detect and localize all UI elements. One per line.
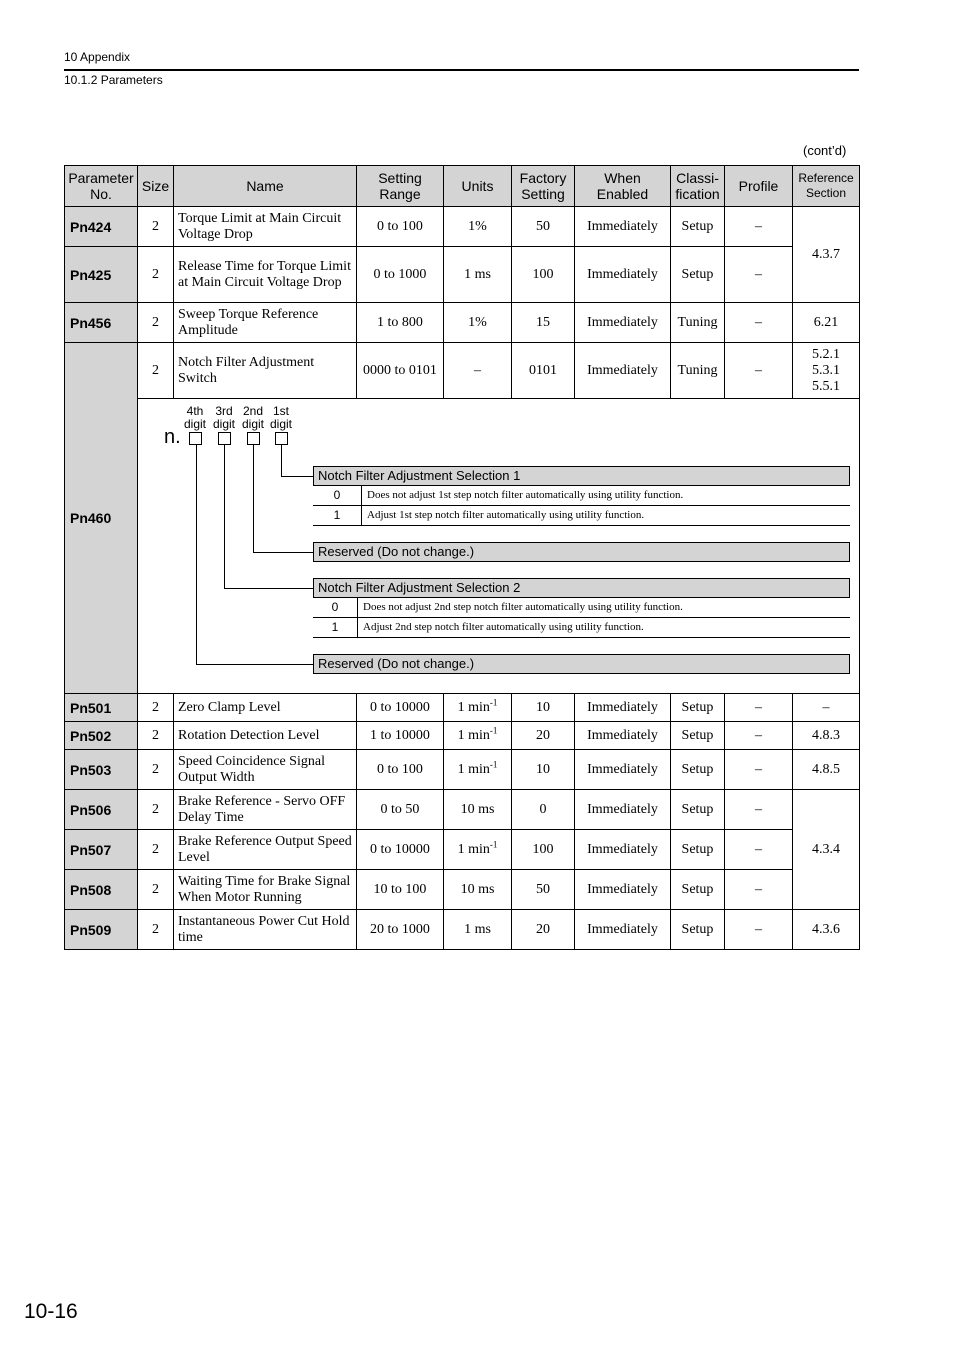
param-classification: Tuning	[671, 303, 725, 343]
connector-3rd	[224, 445, 225, 588]
param-size: 2	[138, 722, 174, 750]
header-rule	[64, 69, 859, 71]
param-profile: –	[725, 247, 793, 303]
param-profile: –	[725, 790, 793, 830]
param-number: Pn502	[65, 722, 138, 750]
digit-label-3rd: 3rd digit	[212, 404, 235, 431]
param-number: Pn456	[65, 303, 138, 343]
table-row	[65, 303, 860, 343]
param-number: Pn501	[65, 694, 138, 722]
table-row	[65, 694, 860, 722]
param-reference: –	[793, 694, 860, 722]
param-factory: 20	[512, 910, 575, 950]
param-factory: 10	[512, 694, 575, 722]
table-row	[65, 343, 860, 399]
param-name: Speed Coincidence Signal Output Width	[174, 750, 357, 790]
param-size: 2	[138, 207, 174, 247]
param-units: 1 $\min^{-1}$	[444, 750, 512, 790]
param-size: 2	[138, 247, 174, 303]
param-number: Pn425	[65, 247, 138, 303]
param-factory: 20	[512, 722, 575, 750]
param-name: Instantaneous Power Cut Hold time	[174, 910, 357, 950]
connector-1st	[281, 445, 282, 476]
param-range: 1 to 10000	[357, 722, 444, 750]
param-size: 2	[138, 790, 174, 830]
param-name: Brake Reference Output Speed Level	[174, 830, 357, 870]
param-range: 10 to 100	[357, 870, 444, 910]
param-profile: –	[725, 750, 793, 790]
param-units: 1%	[444, 207, 512, 247]
param-range: 0 to 1000	[357, 247, 444, 303]
digit-label-2nd: 2nd digit	[241, 404, 264, 431]
parameters-table	[64, 165, 860, 950]
param-classification: Tuning	[671, 343, 725, 399]
param-profile: –	[725, 830, 793, 870]
param-units: 1 $\min^{-1}$	[444, 722, 512, 750]
param-name: Sweep Torque Reference Amplitude	[174, 303, 357, 343]
param-classification: Setup	[671, 790, 725, 830]
digit-label-4th: 4th digit	[183, 404, 206, 431]
param-factory: 15	[512, 303, 575, 343]
chapter-header: 10 Appendix	[64, 50, 131, 64]
param-classification: Setup	[671, 870, 725, 910]
param-profile: –	[725, 207, 793, 247]
param-units: –	[444, 343, 512, 399]
param-size: 2	[138, 910, 174, 950]
param-profile: –	[725, 303, 793, 343]
param-when: Immediately	[575, 722, 671, 750]
selection-1-option-1: 1 Adjust 1st step notch filter automatically using utility function.	[313, 506, 850, 526]
col-units: Units	[444, 166, 512, 207]
param-range: 1 to 800	[357, 303, 444, 343]
param-name: Waiting Time for Brake Signal When Motor Running	[174, 870, 357, 910]
param-reference: 4.8.3	[793, 722, 860, 750]
reserved-2: Reserved (Do not change.)	[313, 654, 850, 674]
param-classification: Setup	[671, 207, 725, 247]
param-when: Immediately	[575, 790, 671, 830]
param-profile: –	[725, 910, 793, 950]
col-reference-section: Reference Section	[793, 166, 860, 207]
section-header: 10.1.2 Parameters	[64, 73, 163, 87]
param-profile: –	[725, 343, 793, 399]
param-units: 1 $\min^{-1}$	[444, 694, 512, 722]
param-number: Pn509	[65, 910, 138, 950]
connector-4th	[196, 445, 197, 664]
param-range: 0 to 50	[357, 790, 444, 830]
param-units: 10 ms	[444, 870, 512, 910]
param-when: Immediately	[575, 830, 671, 870]
param-range: 0 to 100	[357, 207, 444, 247]
param-classification: Setup	[671, 830, 725, 870]
param-number: Pn503	[65, 750, 138, 790]
param-units: 1 $\min^{-1}$	[444, 830, 512, 870]
param-profile: –	[725, 722, 793, 750]
param-reference: 4.3.7	[793, 207, 860, 303]
pn460-digit-diagram	[138, 399, 860, 694]
param-when: Immediately	[575, 207, 671, 247]
param-classification: Setup	[671, 750, 725, 790]
param-units: 1%	[444, 303, 512, 343]
param-reference: 4.8.5	[793, 750, 860, 790]
param-when: Immediately	[575, 870, 671, 910]
param-factory: 100	[512, 830, 575, 870]
param-number: Pn424	[65, 207, 138, 247]
param-classification: Setup	[671, 910, 725, 950]
table-header-row	[65, 166, 860, 207]
param-reference: 6.21	[793, 303, 860, 343]
param-factory: 50	[512, 207, 575, 247]
param-name: Torque Limit at Main Circuit Voltage Drop	[174, 207, 357, 247]
param-factory: 0	[512, 790, 575, 830]
param-classification: Setup	[671, 247, 725, 303]
pn460-diagram-row	[65, 399, 860, 694]
digit-box-2nd	[247, 432, 260, 445]
param-name: Zero Clamp Level	[174, 694, 357, 722]
param-number: Pn507	[65, 830, 138, 870]
param-size: 2	[138, 694, 174, 722]
table-row	[65, 910, 860, 950]
param-classification: Setup	[671, 694, 725, 722]
selection-1-header: Notch Filter Adjustment Selection 1	[313, 466, 850, 486]
table-row	[65, 790, 860, 830]
digit-box-1st	[275, 432, 288, 445]
param-size: 2	[138, 343, 174, 399]
table-row	[65, 207, 860, 247]
col-classification: Classi- fication	[671, 166, 725, 207]
param-range: 0 to 10000	[357, 694, 444, 722]
table-row	[65, 722, 860, 750]
param-size: 2	[138, 870, 174, 910]
param-when: Immediately	[575, 247, 671, 303]
param-units: 10 ms	[444, 790, 512, 830]
param-range: 20 to 1000	[357, 910, 444, 950]
param-units: 1 ms	[444, 247, 512, 303]
param-when: Immediately	[575, 694, 671, 722]
param-range: 0000 to 0101	[357, 343, 444, 399]
param-units: 1 ms	[444, 910, 512, 950]
selection-2-option-1: 1 Adjust 2nd step notch filter automatically using utility function.	[313, 618, 850, 638]
param-profile: –	[725, 694, 793, 722]
param-reference: 4.3.4	[793, 790, 860, 910]
selection-2-header: Notch Filter Adjustment Selection 2	[313, 578, 850, 598]
continued-label: (cont’d)	[803, 143, 847, 158]
param-number: Pn460	[65, 343, 138, 694]
reserved-1: Reserved (Do not change.)	[313, 542, 850, 562]
selection-1-option-0: 0 Does not adjust 1st step notch filter automatically using utility function.	[313, 486, 850, 506]
table-row	[65, 750, 860, 790]
param-reference: 5.2.1 5.3.1 5.5.1	[793, 343, 860, 399]
selection-2-option-0: 0 Does not adjust 2nd step notch filter automatically using utility function.	[313, 598, 850, 618]
digit-prefix: n.	[164, 426, 181, 448]
param-when: Immediately	[575, 303, 671, 343]
digit-box-3rd	[218, 432, 231, 445]
table-row	[65, 247, 860, 303]
digit-label-1st: 1st digit	[269, 404, 292, 431]
param-when: Immediately	[575, 750, 671, 790]
param-size: 2	[138, 830, 174, 870]
param-name: Brake Reference - Servo OFF Delay Time	[174, 790, 357, 830]
param-number: Pn506	[65, 790, 138, 830]
col-profile: Profile	[725, 166, 793, 207]
param-factory: 0101	[512, 343, 575, 399]
param-range: 0 to 10000	[357, 830, 444, 870]
param-name: Notch Filter Adjustment Switch	[174, 343, 357, 399]
param-factory: 10	[512, 750, 575, 790]
table-row	[65, 830, 860, 870]
col-factory-setting: Factory Setting	[512, 166, 575, 207]
param-size: 2	[138, 750, 174, 790]
col-name: Name	[174, 166, 357, 207]
param-name: Release Time for Torque Limit at Main Circuit Voltage Drop	[174, 247, 357, 303]
col-size: Size	[138, 166, 174, 207]
param-factory: 100	[512, 247, 575, 303]
param-classification: Setup	[671, 722, 725, 750]
param-reference: 4.3.6	[793, 910, 860, 950]
page-number: 10-16	[24, 1300, 78, 1323]
param-profile: –	[725, 870, 793, 910]
connector-2nd	[253, 445, 254, 552]
param-factory: 50	[512, 870, 575, 910]
col-when-enabled: When Enabled	[575, 166, 671, 207]
param-name: Rotation Detection Level	[174, 722, 357, 750]
digit-box-4th	[189, 432, 202, 445]
col-setting-range: Setting Range	[357, 166, 444, 207]
param-number: Pn508	[65, 870, 138, 910]
param-size: 2	[138, 303, 174, 343]
param-when: Immediately	[575, 343, 671, 399]
col-param-no: Parameter No.	[65, 166, 138, 207]
param-when: Immediately	[575, 910, 671, 950]
table-row	[65, 870, 860, 910]
param-range: 0 to 100	[357, 750, 444, 790]
